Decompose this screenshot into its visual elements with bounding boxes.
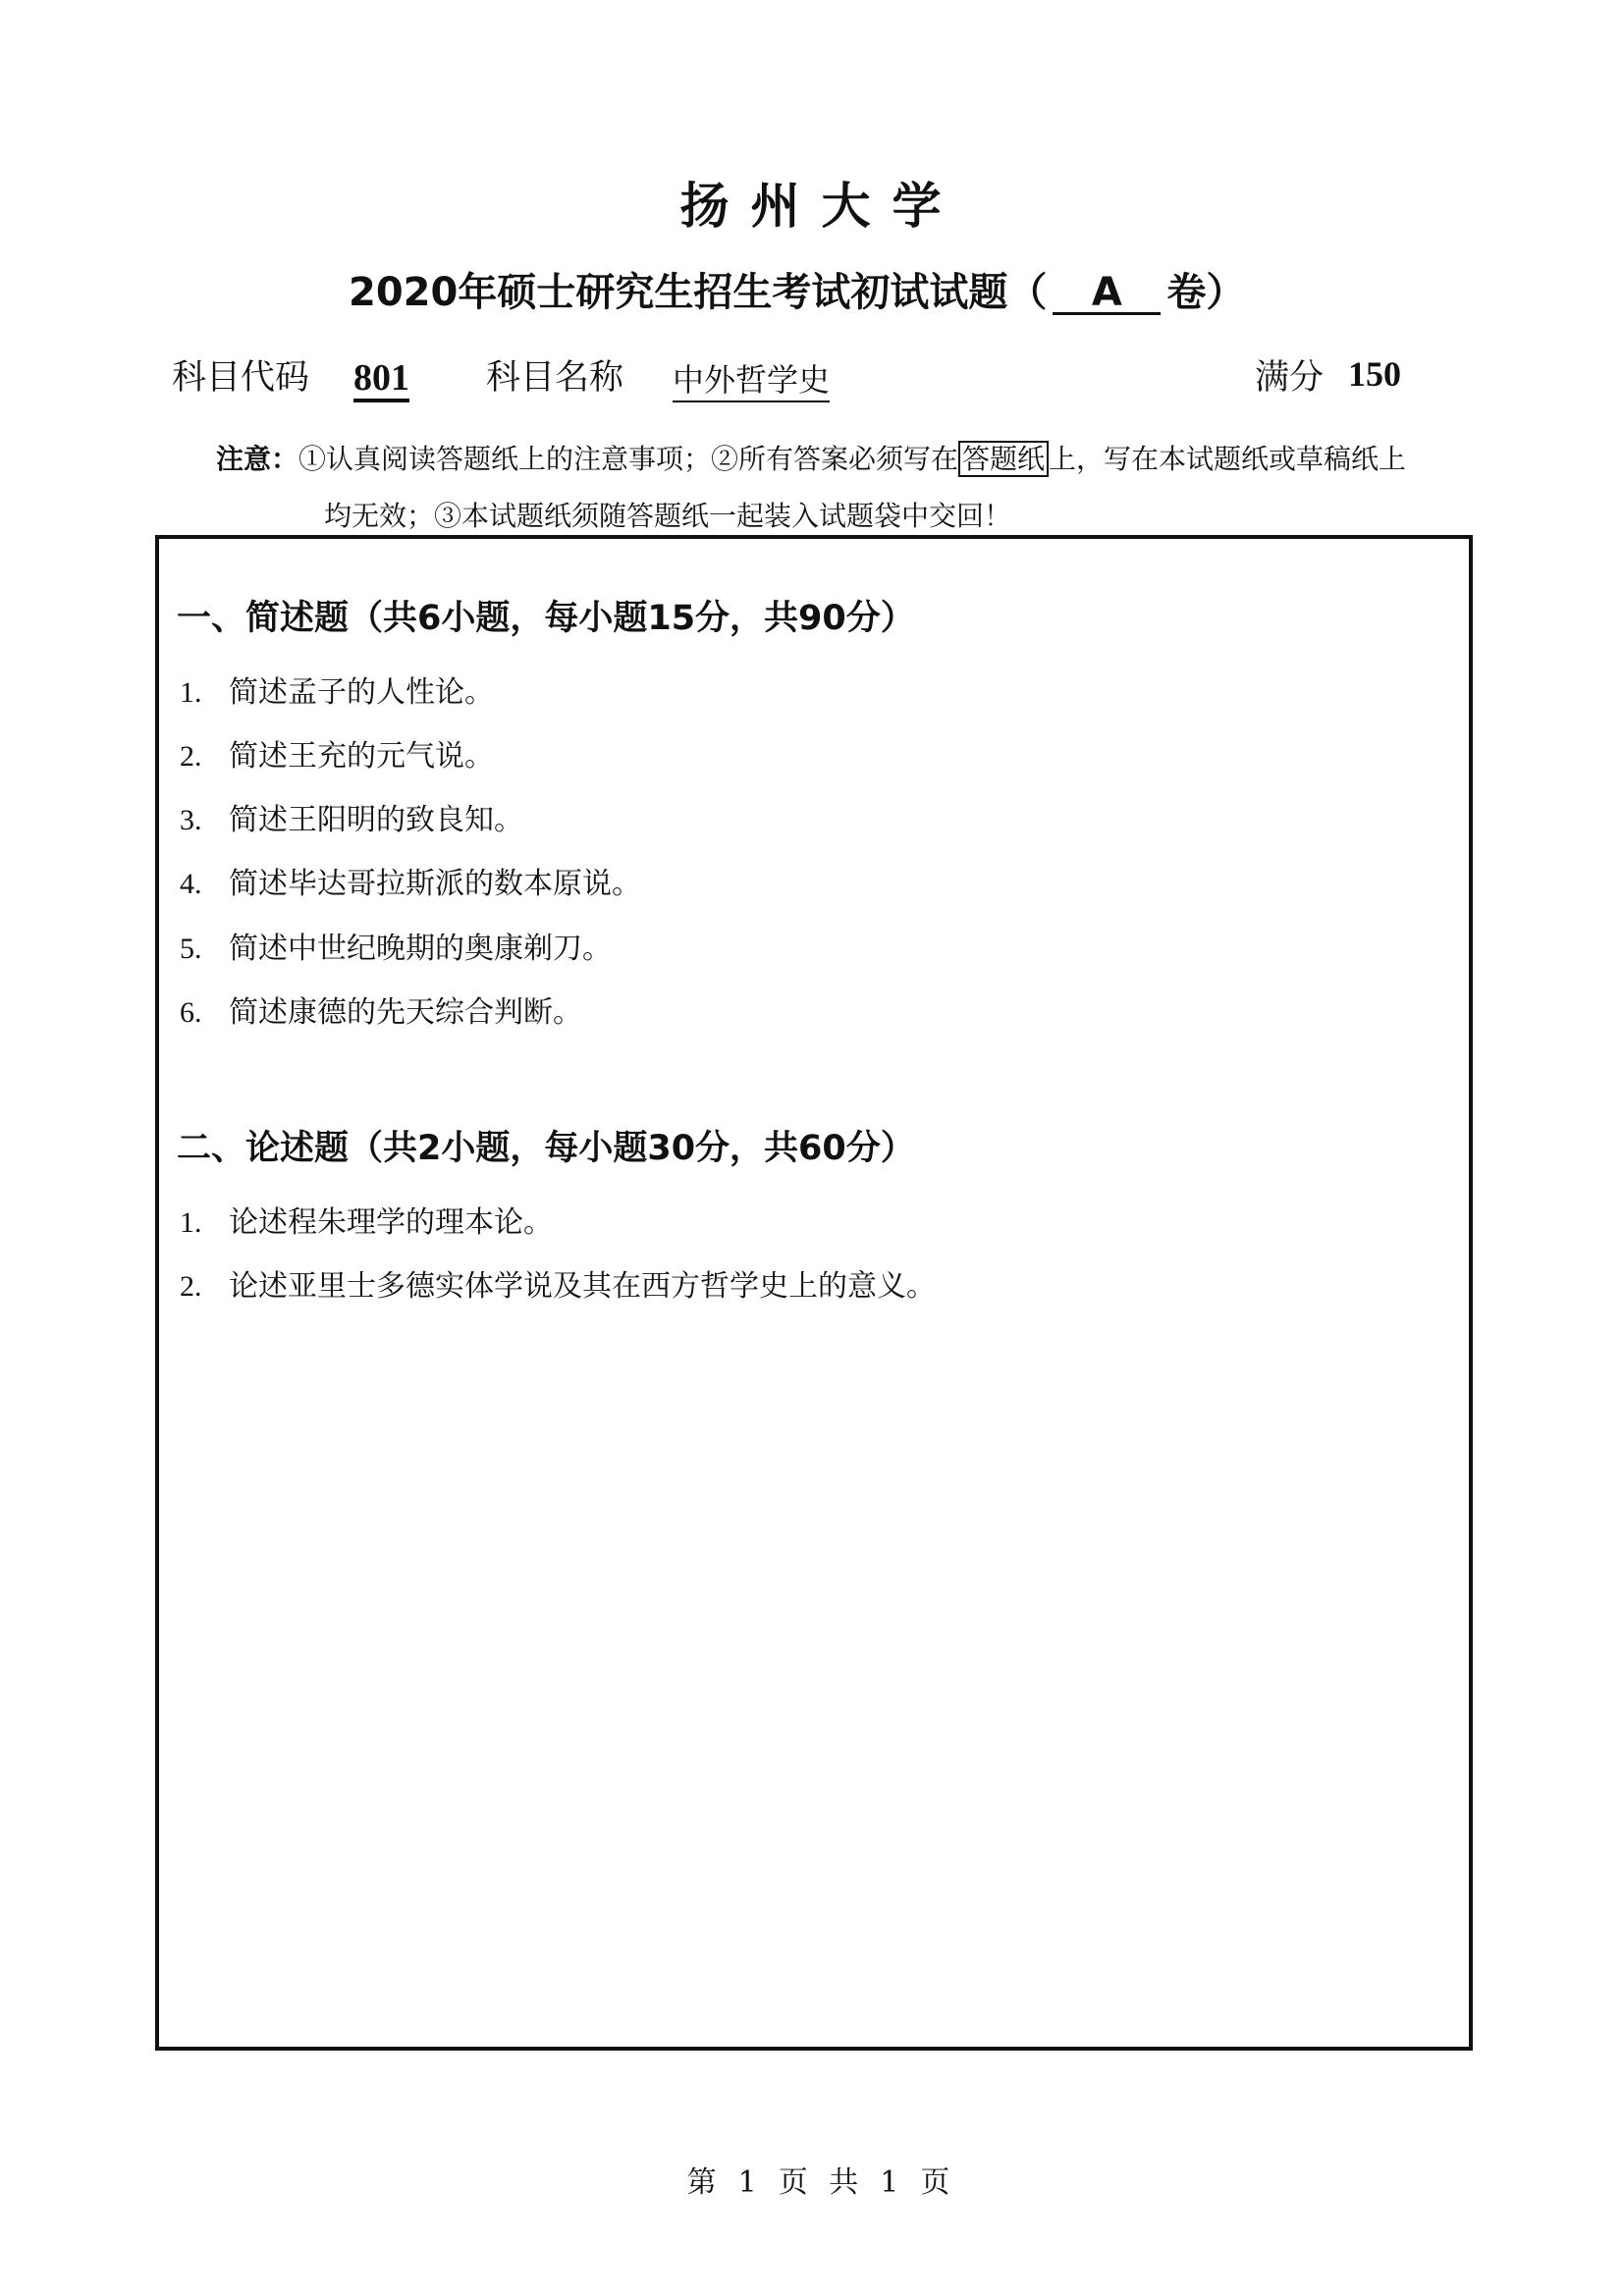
paper-version: A bbox=[1053, 273, 1161, 315]
answer-sheet-boxed: 答题纸 bbox=[958, 441, 1049, 477]
full-score-label: 满分 bbox=[1255, 358, 1325, 398]
question-text: 简述毕达哥拉斯派的数本原说。 bbox=[229, 867, 641, 901]
question-number: 5. bbox=[180, 933, 202, 965]
full-score: 150 bbox=[1348, 354, 1401, 394]
section-heading-2: 二、论述题（共2小题，每小题30分，共60分） bbox=[177, 1129, 915, 1168]
subject-code-label: 科目代码 bbox=[172, 358, 310, 398]
page-suffix: 页 bbox=[920, 2165, 956, 2200]
question-text: 论述程朱理学的理本论。 bbox=[229, 1205, 553, 1240]
question-number: 6. bbox=[180, 996, 202, 1029]
question-number: 3. bbox=[180, 804, 202, 836]
question-item bbox=[180, 1265, 936, 1308]
notice-label: 注意： bbox=[216, 443, 299, 475]
subject-name: 中外哲学史 bbox=[673, 359, 830, 402]
question-text: 简述王充的元气说。 bbox=[229, 739, 494, 774]
page-mid: 页 共 bbox=[778, 2165, 865, 2200]
question-number: 4. bbox=[180, 868, 202, 900]
exam-title-suffix: 卷） bbox=[1166, 270, 1246, 315]
question-item bbox=[180, 1201, 553, 1245]
question-item bbox=[180, 799, 523, 842]
notice-text-b: 上，写在本试题纸或草稿纸上 bbox=[1049, 443, 1407, 475]
question-number: 1. bbox=[180, 676, 202, 709]
question-text: 简述王阳明的致良知。 bbox=[229, 803, 523, 837]
subject-name-label: 科目名称 bbox=[486, 358, 624, 398]
page-current: 1 bbox=[737, 2165, 763, 2200]
question-number: 1. bbox=[180, 1206, 202, 1239]
question-item bbox=[180, 735, 494, 778]
page-prefix: 第 bbox=[686, 2165, 723, 2200]
question-item bbox=[180, 671, 494, 715]
question-item bbox=[180, 928, 612, 971]
question-text: 简述康德的先天综合判断。 bbox=[229, 995, 582, 1030]
question-item bbox=[180, 863, 641, 906]
question-number: 2. bbox=[180, 740, 202, 773]
exam-title bbox=[349, 265, 1245, 320]
subject-code: 801 bbox=[353, 357, 409, 402]
question-item bbox=[180, 991, 582, 1035]
notice-text-a: ①认真阅读答题纸上的注意事项；②所有答案必须写在 bbox=[298, 443, 959, 475]
section-heading-1: 一、简述题（共6小题，每小题15分，共90分） bbox=[177, 599, 915, 638]
page-footer bbox=[0, 2163, 1623, 2203]
question-number: 2. bbox=[180, 1270, 202, 1303]
question-text: 简述孟子的人性论。 bbox=[229, 675, 494, 710]
notice-line-2: 均无效；③本试题纸须随答题纸一起装入试题袋中交回！ bbox=[324, 500, 1012, 532]
question-text: 论述亚里士多德实体学说及其在西方哲学史上的意义。 bbox=[229, 1269, 936, 1304]
notice-line-1 bbox=[216, 442, 1406, 477]
page-total: 1 bbox=[880, 2165, 905, 2200]
exam-title-prefix: 2020年硕士研究生招生考试初试试题（ bbox=[349, 270, 1048, 315]
university-title: 扬州大学 bbox=[679, 178, 963, 235]
question-text: 简述中世纪晚期的奥康剃刀。 bbox=[229, 932, 612, 966]
